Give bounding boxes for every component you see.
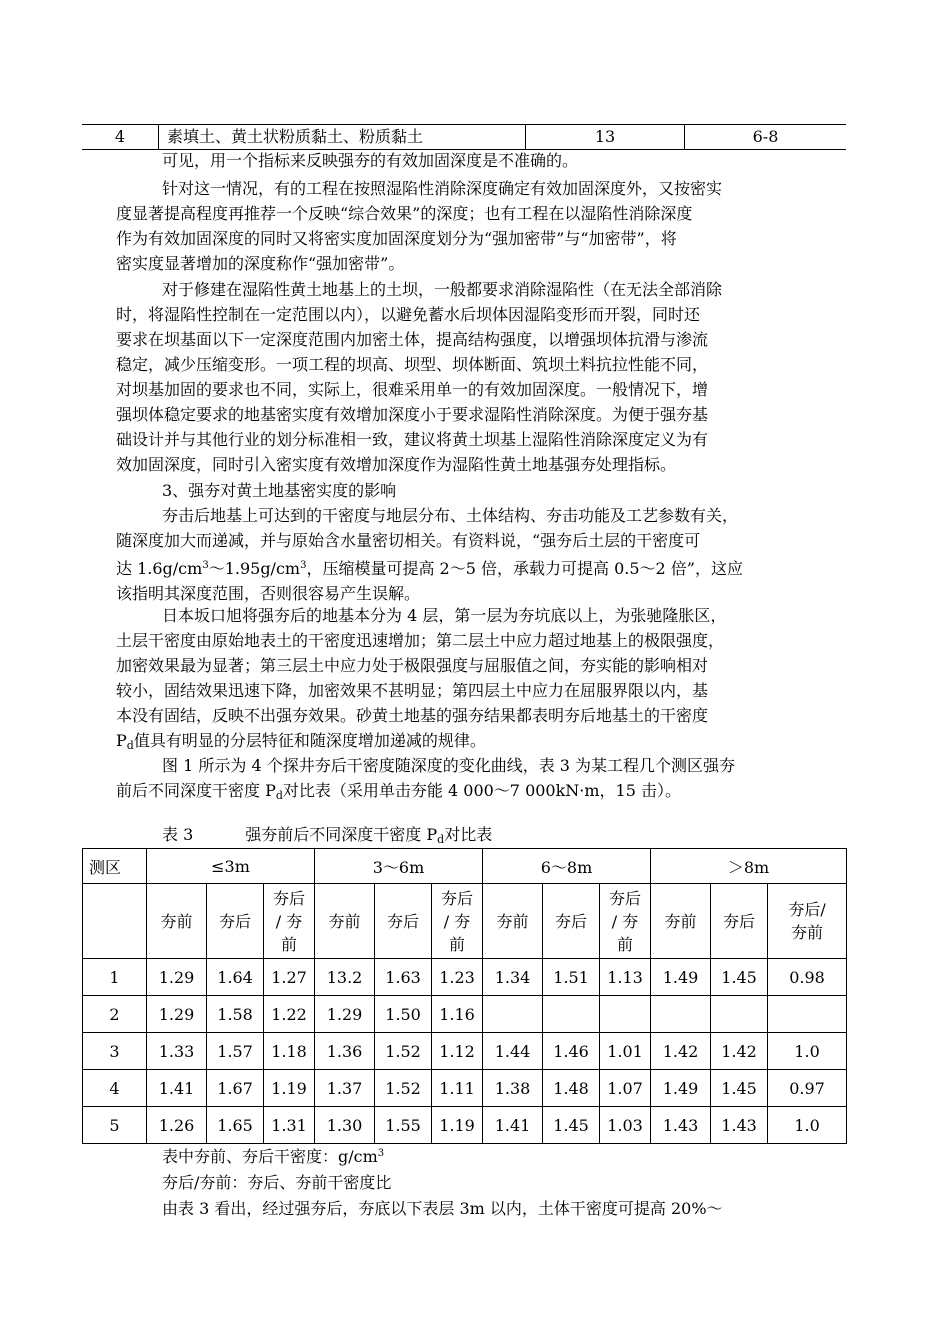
density-cell: 1.30 bbox=[315, 1107, 375, 1144]
density-cell: 0.98 bbox=[768, 959, 847, 996]
zone-number-cell: 1 bbox=[83, 959, 147, 996]
ratio-header: 夯后/ 夯前 bbox=[768, 884, 847, 959]
table-row bbox=[83, 959, 847, 996]
table-row bbox=[83, 996, 847, 1033]
ratio-header: 夯后 / 夯 前 bbox=[264, 884, 315, 959]
table-cell: 4 bbox=[82, 125, 159, 150]
density-cell: 1.63 bbox=[375, 959, 432, 996]
density-cell: 1.23 bbox=[432, 959, 483, 996]
density-cell: 1.33 bbox=[147, 1033, 207, 1070]
density-cell: 1.67 bbox=[207, 1070, 264, 1107]
density-cell: 1.11 bbox=[432, 1070, 483, 1107]
density-cell: 1.64 bbox=[207, 959, 264, 996]
density-cell bbox=[768, 996, 847, 1033]
after-header: 夯后 bbox=[375, 884, 432, 959]
density-cell: 1.0 bbox=[768, 1107, 847, 1144]
paragraph-line: 土层干密度由原始地表土的干密度迅速增加；第二层土中应力超过地基上的极限强度， bbox=[116, 631, 725, 650]
density-cell bbox=[543, 996, 600, 1033]
paragraph-line: 密实度显著增加的深度称作“强加密带”。 bbox=[116, 254, 405, 273]
density-cell: 1.27 bbox=[264, 959, 315, 996]
paragraph-line: 日本坂口旭将强夯后的地基本分为 4 层，第一层为夯坑底以上，为张驰隆胀区， bbox=[162, 606, 727, 625]
table-body bbox=[83, 959, 847, 1144]
table-note-ratio: 夯后/夯前：夯后、夯前干密度比 bbox=[162, 1173, 392, 1192]
paragraph-line: 对于修建在湿陷性黄土地基上的土坝，一般都要求消除湿陷性（在无法全部消除 bbox=[162, 280, 723, 299]
paragraph-line: 夯击后地基上可达到的干密度与地层分布、土体结构、夯击功能及工艺参数有关， bbox=[162, 506, 739, 525]
density-cell: 1.19 bbox=[264, 1070, 315, 1107]
depth-group-header: 3～6m bbox=[315, 849, 483, 884]
density-cell: 1.16 bbox=[432, 996, 483, 1033]
density-cell: 1.49 bbox=[651, 959, 711, 996]
density-cell: 1.29 bbox=[147, 959, 207, 996]
zone-header: 测区 bbox=[83, 849, 147, 884]
paragraph-line: 对坝基加固的要求也不同，实际上，很难采用单一的有效加固深度。一般情况下，增 bbox=[116, 380, 709, 399]
density-cell: 1.19 bbox=[432, 1107, 483, 1144]
density-cell: 1.42 bbox=[651, 1033, 711, 1070]
zone-number-cell: 3 bbox=[83, 1033, 147, 1070]
density-cell: 1.49 bbox=[651, 1070, 711, 1107]
soil-type-table-continued bbox=[82, 124, 846, 150]
depth-group-header: ＞8m bbox=[651, 849, 847, 884]
ratio-header: 夯后 / 夯 前 bbox=[600, 884, 651, 959]
paragraph-line: 础设计并与其他行业的划分标准相一致，建议将黄土坝基上湿陷性消除深度定义为有 bbox=[116, 430, 709, 449]
paragraph-dry-density bbox=[116, 503, 846, 606]
table-cell: 13 bbox=[526, 125, 685, 150]
density-cell: 1.65 bbox=[207, 1107, 264, 1144]
paragraph-layer-division bbox=[116, 603, 846, 758]
table-title: 强夯前后不同深度干密度 $P_d$对比表 bbox=[245, 825, 493, 846]
paragraph-table-conclusion: 由表 3 看出，经过强夯后，夯底以下表层 3m 以内，土体干密度可提高 20%～ bbox=[162, 1199, 723, 1218]
density-cell: 1.50 bbox=[375, 996, 432, 1033]
table-row bbox=[83, 1107, 847, 1144]
before-header: 夯前 bbox=[483, 884, 543, 959]
density-cell: 1.41 bbox=[147, 1070, 207, 1107]
density-cell bbox=[600, 996, 651, 1033]
table-cell: 素填土、黄土状粉质黏土、粉质黏土 bbox=[159, 125, 526, 150]
density-cell: 1.43 bbox=[651, 1107, 711, 1144]
density-cell: 1.58 bbox=[207, 996, 264, 1033]
density-cell: 1.52 bbox=[375, 1033, 432, 1070]
paragraph-line: 较小，固结效果迅速下降，加密效果不甚明显；第四层土中应力在屈服界限以内，基 bbox=[116, 681, 709, 700]
density-cell: 1.13 bbox=[600, 959, 651, 996]
density-cell: 1.44 bbox=[483, 1033, 543, 1070]
density-cell: 1.57 bbox=[207, 1033, 264, 1070]
density-cell: 1.45 bbox=[711, 959, 768, 996]
density-cell: 1.55 bbox=[375, 1107, 432, 1144]
zone-number-cell: 4 bbox=[83, 1070, 147, 1107]
density-cell: 1.31 bbox=[264, 1107, 315, 1144]
density-cell: 13.2 bbox=[315, 959, 375, 996]
paragraph-line: 加密效果最为显著；第三层土中应力处于极限强度与屈服值之间，夯实能的影响相对 bbox=[116, 656, 709, 675]
paragraph-line: 本没有固结，反映不出强夯效果。砂黄土地基的强夯结果都表明夯后地基土的干密度 bbox=[116, 706, 709, 725]
table-row bbox=[83, 1070, 847, 1107]
depth-group-header: ≤3m bbox=[147, 849, 315, 884]
after-header: 夯后 bbox=[207, 884, 264, 959]
before-header: 夯前 bbox=[147, 884, 207, 959]
density-cell: 1.34 bbox=[483, 959, 543, 996]
ratio-header: 夯后 / 夯 前 bbox=[432, 884, 483, 959]
after-header: 夯后 bbox=[543, 884, 600, 959]
before-header: 夯前 bbox=[651, 884, 711, 959]
table-number: 表 3 bbox=[162, 825, 194, 844]
paragraph-line: 作为有效加固深度的同时又将密实度加固深度划分为“强加密带”与“加密带”，将 bbox=[116, 229, 677, 248]
paragraph-line: 稳定，减少压缩变形。一项工程的坝高、坝型、坝体断面、筑坝土料抗拉性能不同， bbox=[116, 355, 709, 374]
density-cell: 1.0 bbox=[768, 1033, 847, 1070]
zone-number-cell: 5 bbox=[83, 1107, 147, 1144]
density-cell bbox=[651, 996, 711, 1033]
density-cell: 1.42 bbox=[711, 1033, 768, 1070]
table-caption bbox=[162, 822, 492, 846]
before-header: 夯前 bbox=[315, 884, 375, 959]
paragraph-line: 强坝体稳定要求的地基密实度有效增加深度小于要求湿陷性消除深度。为便于强夯基 bbox=[116, 405, 709, 424]
paragraph-line: 图 1 所示为 4 个探井夯后干密度随深度的变化曲线，表 3 为某工程几个测区强夯 bbox=[162, 756, 736, 775]
table-row bbox=[82, 125, 846, 150]
table-cell bbox=[83, 884, 147, 959]
density-cell: 1.03 bbox=[600, 1107, 651, 1144]
density-cell: 1.18 bbox=[264, 1033, 315, 1070]
density-cell: 1.12 bbox=[432, 1033, 483, 1070]
paragraph-line: 度显著提高程度再推荐一个反映“综合效果”的深度；也有工程在以湿陷性消除深度 bbox=[116, 204, 693, 223]
table-note-units: 表中夯前、夯后干密度：$g/cm^3$ bbox=[162, 1147, 385, 1166]
table-cell: 6-8 bbox=[685, 125, 847, 150]
density-cell: 1.45 bbox=[711, 1070, 768, 1107]
table-row bbox=[83, 1033, 847, 1070]
table-header-row bbox=[83, 849, 847, 884]
density-cell: 1.01 bbox=[600, 1033, 651, 1070]
paragraph-line: 针对这一情况，有的工程在按照湿陷性消除深度确定有效加固深度外，又按密实 bbox=[162, 179, 723, 198]
after-header: 夯后 bbox=[711, 884, 768, 959]
density-cell: 1.29 bbox=[315, 996, 375, 1033]
density-cell: 1.48 bbox=[543, 1070, 600, 1107]
density-cell: 1.41 bbox=[483, 1107, 543, 1144]
density-cell: 1.46 bbox=[543, 1033, 600, 1070]
paragraph-line: 效加固深度，同时引入密实度有效增加深度作为湿陷性黄土地基强夯处理指标。 bbox=[116, 455, 677, 474]
density-cell: 1.52 bbox=[375, 1070, 432, 1107]
dry-density-comparison-table bbox=[82, 848, 847, 1144]
density-cell: 1.37 bbox=[315, 1070, 375, 1107]
density-cell: 1.26 bbox=[147, 1107, 207, 1144]
density-cell: 1.36 bbox=[315, 1033, 375, 1070]
depth-group-header: 6～8m bbox=[483, 849, 651, 884]
paragraph-line: 达 $1.6g/cm^3\sim 1.95g/cm^3$，压缩模量可提高 2～5 倍，承载力可提高 0.5～2 倍”，这应 bbox=[116, 559, 743, 578]
density-cell: 1.29 bbox=[147, 996, 207, 1033]
density-cell: 1.22 bbox=[264, 996, 315, 1033]
density-cell: 1.43 bbox=[711, 1107, 768, 1144]
paragraph-line: 该指明其深度范围，否则很容易产生误解。 bbox=[116, 584, 421, 603]
section-heading: 3、强夯对黄土地基密实度的影响 bbox=[162, 481, 397, 500]
paragraph-line: 时，将湿陷性控制在一定范围以内），以避免蓄水后坝体因湿陷变形而开裂，同时还 bbox=[116, 305, 701, 324]
paragraph-line: 可见，用一个指标来反映强夯的有效加固深度是不准确的。 bbox=[162, 151, 579, 170]
density-cell: 1.51 bbox=[543, 959, 600, 996]
paragraph-comprehensive-effect bbox=[116, 176, 846, 276]
paragraph-figure-reference bbox=[116, 753, 846, 808]
zone-number-cell: 2 bbox=[83, 996, 147, 1033]
paragraph-line: 要求在坝基面以下一定深度范围内加密土体，提高结构强度，以增强坝体抗滑与渗流 bbox=[116, 330, 709, 349]
density-cell: 1.45 bbox=[543, 1107, 600, 1144]
density-cell: 0.97 bbox=[768, 1070, 847, 1107]
paragraph-conclusion bbox=[116, 148, 846, 173]
paragraph-line: 前后不同深度干密度 $P_d$对比表（采用单击夯能 4 000～7 000kN·m，15 击）。 bbox=[116, 781, 682, 802]
density-cell: 1.07 bbox=[600, 1070, 651, 1107]
paragraph-dam-foundation bbox=[116, 277, 846, 477]
density-cell bbox=[483, 996, 543, 1033]
density-cell bbox=[711, 996, 768, 1033]
table-subheader-row bbox=[83, 884, 847, 959]
paragraph-line: 随深度加大而递减，并与原始含水量密切相关。有资料说，“强夯后土层的干密度可 bbox=[116, 531, 701, 550]
density-cell: 1.38 bbox=[483, 1070, 543, 1107]
paragraph-line: $P_d$值具有明显的分层特征和随深度增加递减的规律。 bbox=[116, 731, 486, 752]
